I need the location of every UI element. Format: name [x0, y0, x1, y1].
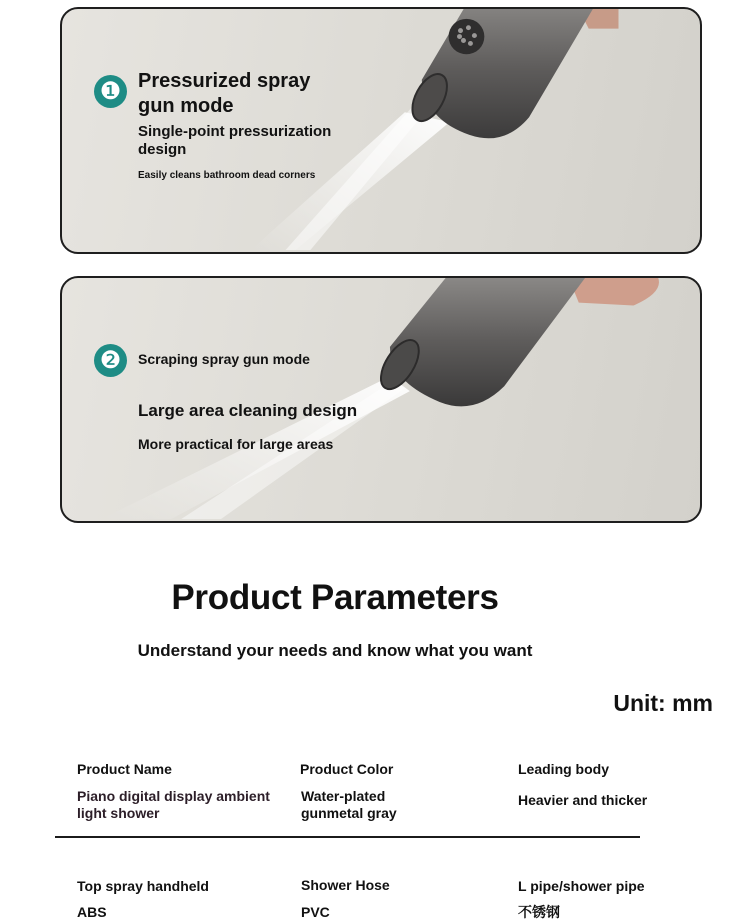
- feature-panel-scraping: [60, 276, 702, 523]
- param-label: Product Name: [77, 761, 172, 777]
- param-value: Heavier and thicker: [518, 792, 648, 808]
- divider: [55, 836, 640, 838]
- feature-subtitle: Single-point pressurization design: [138, 123, 332, 158]
- param-label: Leading body: [518, 761, 609, 777]
- param-value: ABS: [77, 904, 107, 920]
- feature-subtitle: Large area cleaning design: [138, 401, 358, 420]
- step-number-badge: ❷: [94, 344, 127, 377]
- feature-note: Easily cleans bathroom dead corners: [138, 170, 316, 181]
- section-title: Product Parameters: [171, 578, 499, 617]
- param-label: Shower Hose: [301, 877, 390, 893]
- spray-gun-image: [62, 278, 700, 521]
- param-value: PVC: [301, 904, 330, 920]
- feature-title: Pressurized spray gun mode: [138, 70, 311, 117]
- feature-panel-pressurized: [60, 7, 702, 254]
- unit-label: Unit: mm: [613, 690, 713, 716]
- section-subtitle: Understand your needs and know what you want: [137, 641, 533, 660]
- feature-note: More practical for large areas: [138, 436, 334, 452]
- param-value: 不锈钢: [518, 904, 560, 920]
- param-value: Water-plated gunmetal gray: [301, 788, 397, 821]
- param-label: Product Color: [300, 761, 394, 777]
- param-label: L pipe/shower pipe: [518, 878, 645, 894]
- param-label: Top spray handheld: [77, 878, 209, 894]
- feature-title: Scraping spray gun mode: [138, 351, 310, 367]
- step-number-badge: ❶: [94, 75, 127, 108]
- param-value: Piano digital display ambient light shower: [77, 788, 270, 821]
